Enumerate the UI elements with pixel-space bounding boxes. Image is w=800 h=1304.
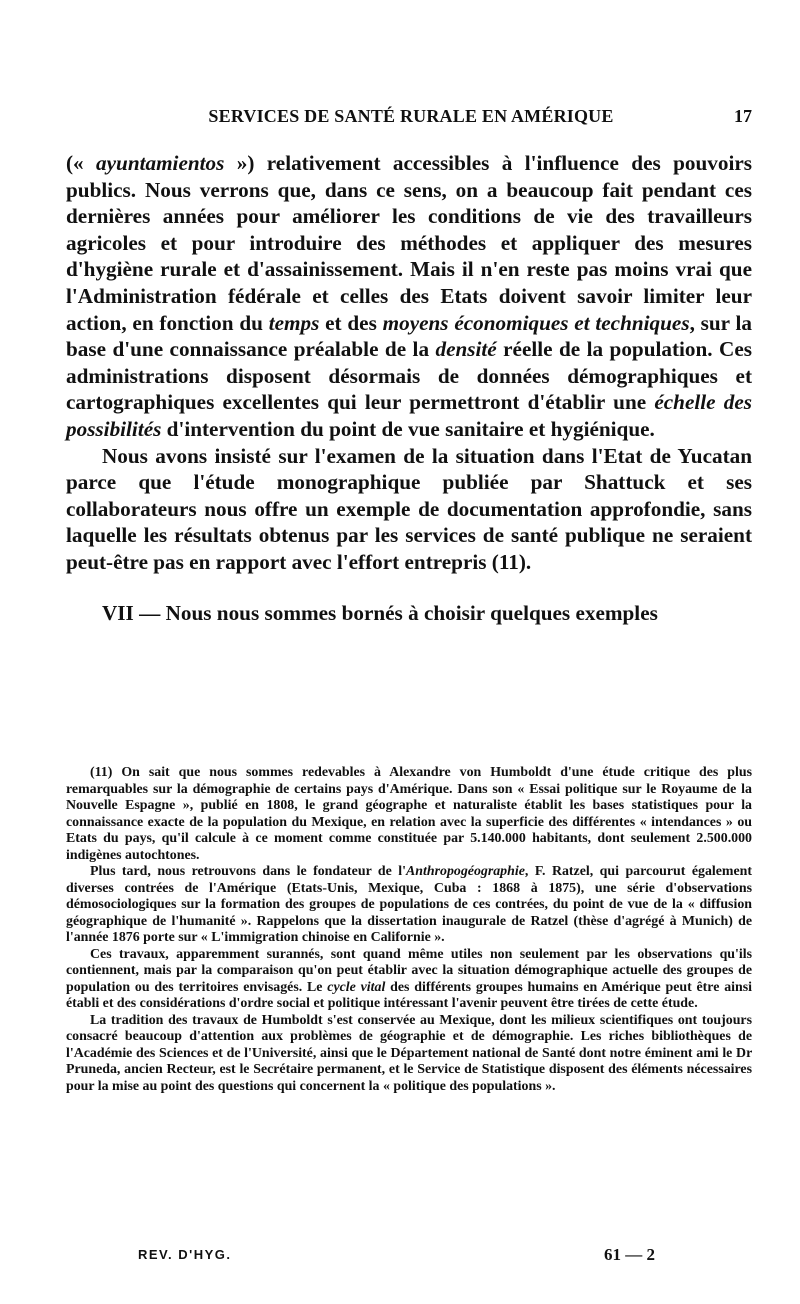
journal-abbreviation: REV. D'HYG. [138, 1247, 232, 1262]
main-text [66, 150, 752, 626]
page-footer [66, 1245, 752, 1267]
italic-term-temps: temps [268, 310, 320, 335]
text-run: , sur la base d'une connaissance préalable de la [66, 310, 752, 362]
text-run: et des [319, 310, 383, 335]
italic-term-ayuntamientos: ayuntamientos [96, 151, 225, 175]
footnote-ratzel [66, 864, 752, 947]
text-run: , F. Ratzel, qui parcourut également diverses contrées de l'Amérique (Etats-Unis, Mexique, Cuba : 1868 à 1875), une série d'observations démosociologiques sur la formation des groupes de populations de ces contrées, du point de vue de la « diffusion géographique de l'humanité ». Rappelons que la dissertation inaugurale de Ratzel (thèse d'agrégé à Munich) de l'année 1876 porte sur « L'immigration chinoise en Californie ». [66, 864, 753, 945]
italic-term-anthropogeographie: Anthropogéographie [406, 864, 525, 879]
issue-number: 61 — 2 [604, 1245, 655, 1264]
text-run: des différents groupes humains en Amérique peut être ainsi établi et des considérations d'ordre social et politique intéressant l'avenir peuvent être tirées de cette étude. [66, 979, 752, 1011]
text-run: Plus tard, nous retrouvons dans le fondateur de l' [90, 864, 407, 879]
paragraph-continued [66, 150, 752, 443]
footnote-tradition [66, 1013, 752, 1096]
paragraph-yucatan: Nous avons insisté sur l'examen de la situation dans l'Etat de Yucatan parce que l'étude monographique publiée par Shattuck et ses collaborateurs nous offre un exemple de documentation approfondie, sans laquelle les résultats obtenus par les services de santé publique ne seraient peut-être pas en rapport avec l'effort entrepris (11). [66, 443, 752, 574]
section-vii-start: VII — Nous nous sommes bornés à choisir quelques exemples [102, 600, 658, 625]
italic-term-echelle: échelle des possibilités [66, 390, 752, 441]
page-number: 17 [734, 106, 752, 126]
text-run: Ces travaux, apparemment surannés, sont quand même utiles non seulement par les observations qu'ils contiennent, mais par la comparaison qu'on peut établir avec la situation démographique actuelle des groupes de population ou des territoires envisagés. Le [66, 946, 752, 995]
footnote-travaux [66, 947, 752, 1013]
page-header [66, 106, 756, 132]
text-run: réelle de la population. Ces administrations disposent désormais de données démographiques et cartographiques excellentes qui leur permettront d'établir une [66, 337, 752, 415]
text-run: Pruneda, ancien Recteur, est le Secrétaire permanent, et le Service de Statistique disposent des éléments nécessaires pour la mise au point des questions qui concernent la « politique des populations ». [66, 1062, 752, 1094]
doctor-abbreviation: Dr [736, 1045, 752, 1061]
footnotes [66, 765, 752, 1095]
text-run: La tradition des travaux de Humboldt s'est conservée au Mexique, dont les milieux scientifiques ont toujours consacré beaucoup d'attention aux problèmes de géographie et de démographie. Les riches bibliothèques de l'Académie des Sciences et de l'Université, ainsi que le Département national de Santé dont notre éminent ami le [66, 1012, 752, 1061]
italic-term-cycle-vital: cycle vital [327, 979, 386, 995]
text-run: (« [66, 151, 97, 175]
footnote-11: (11) On sait que nous sommes redevables à Alexandre von Humboldt d'une étude critique des plus remarquables sur la démographie de certains pays d'Amérique. Dans son « Essai politique sur le Royaume de la Nouvelle Espagne », publié en 1808, le grand géographe et naturaliste établit les bases statistiques pour la connaissance exacte de la population du Mexique, en relation avec la superficie des différentes « intendances » ou Etats du pays, qu'il calcule à ce moment comme constituée par 5.140.000 habitants, dont seulement 2.500.000 indigènes autochtones. [66, 765, 752, 863]
text-run: ») relativement accessibles à l'influence des pouvoirs publics. Nous verrons que, dans ce sens, on a beaucoup fait pendant ces dernières années pour améliorer les conditions de vie des travailleurs agricoles et pour introduire des méthodes et appliquer des mesures d'hygiène rurale et d'assainissement. Mais il n'en reste pas moins vrai que l'Administration fédérale et celles des Etats doivent savoir limiter leur action, en fonction du [66, 151, 752, 335]
text-run: d'intervention du point de vue sanitaire et hygiénique. [161, 416, 655, 441]
italic-term-moyens: moyens économiques et techniques [382, 310, 690, 335]
running-title: SERVICES DE SANTÉ RURALE EN AMÉRIQUE [208, 106, 614, 126]
italic-term-densite: densité [435, 337, 497, 362]
